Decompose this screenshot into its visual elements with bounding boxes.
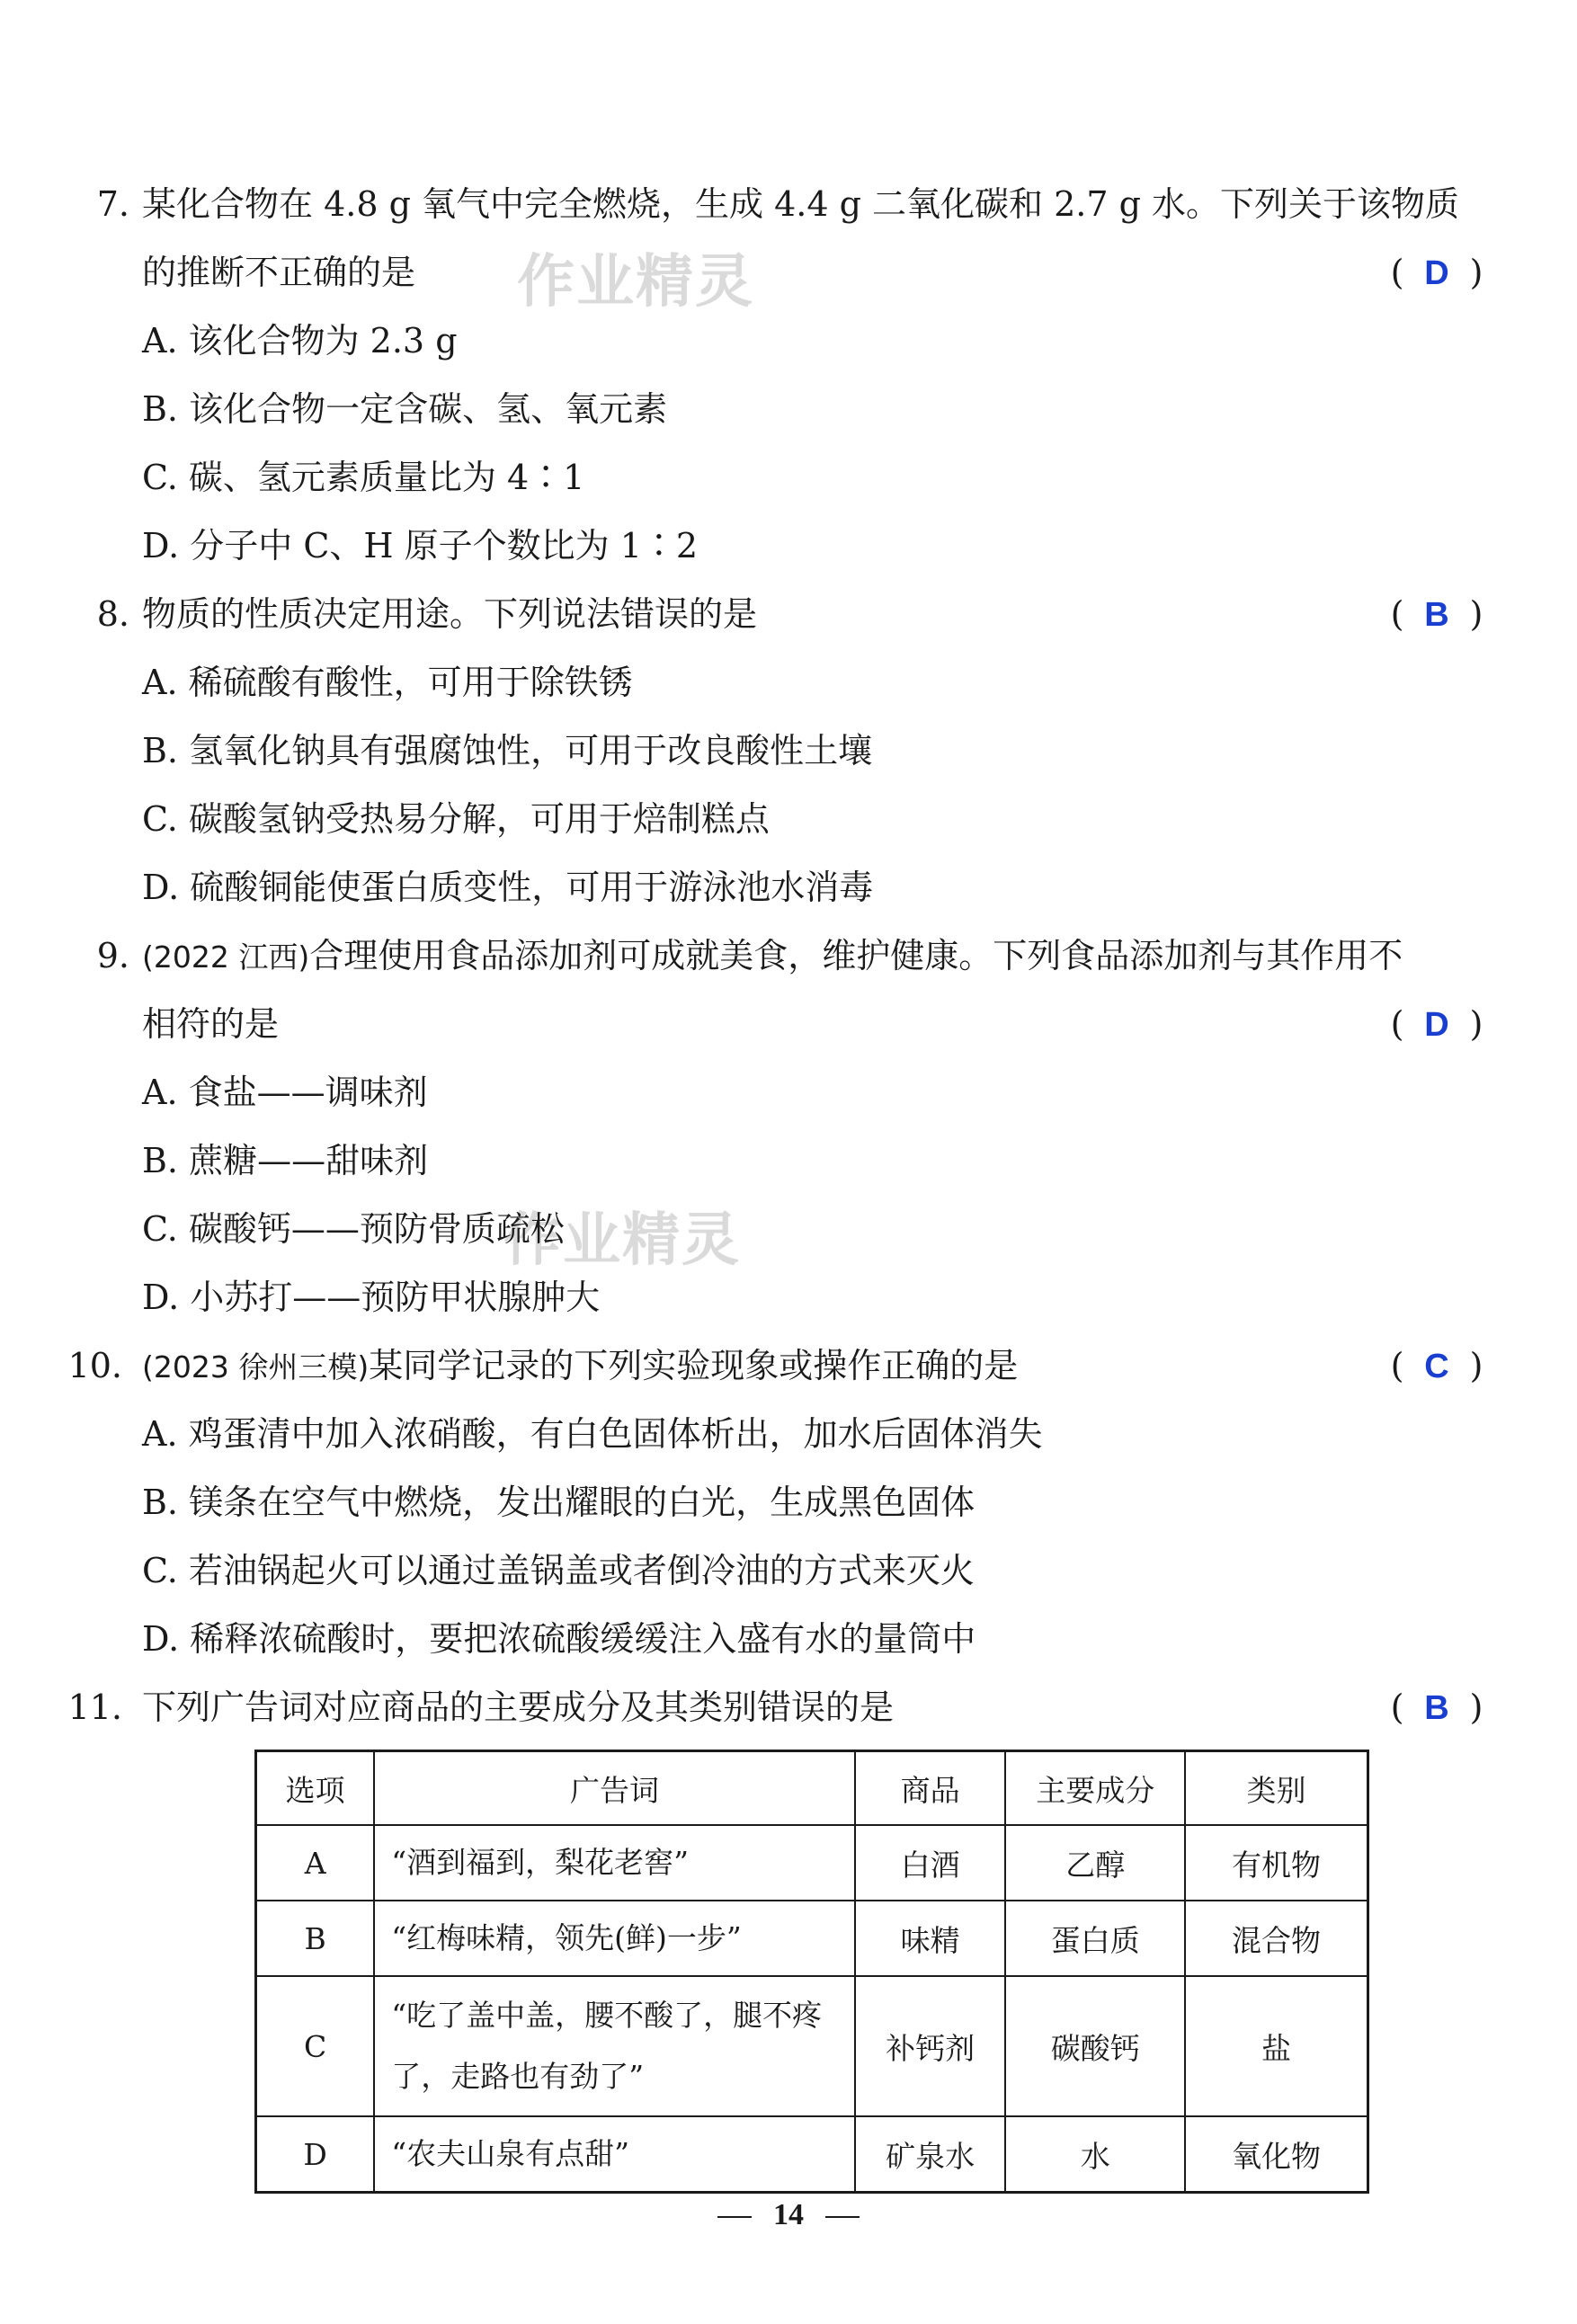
cell-component: 水 [1005,2116,1185,2193]
footer-dash [825,2216,860,2218]
answer-bracket: ( B ) [1386,1686,1487,1730]
cell-product: 白酒 [855,1825,1006,1901]
table-row [256,1825,1368,1901]
cell-option: D [256,2116,375,2193]
table-row [256,1901,1368,1976]
cell-slogan [374,1976,855,2116]
answer-bracket: ( B ) [1386,592,1487,637]
cell-category: 混合物 [1185,1901,1368,1976]
option-d: D. 稀释浓硫酸时，要把浓硫酸缓缓注入盛有水的量筒中 [142,1619,976,1659]
header-option: 选项 [256,1751,375,1826]
cell-option: B [256,1901,375,1976]
question-number: 7. [96,184,129,224]
question-7 [0,183,1577,290]
option-c: C. 碳、氢元素质量比为 4∶1 [142,458,585,497]
question-9 [0,934,1577,1042]
cell-component: 碳酸钙 [1005,1976,1185,2116]
answer: D [1424,1006,1449,1044]
table-row [256,2116,1368,2193]
watermark: 作业精灵 [503,1207,741,1274]
question-source: (2023 徐州三模) [142,1349,370,1385]
question-text: 某化合物在 4.8 g 氧气中完全燃烧，生成 4.4 g 二氧化碳和 2.7 g 水。下列关于该物质 [142,184,1459,224]
option-b: B. 氢氧化钠具有强腐蚀性，可用于改良酸性土壤 [142,731,873,770]
cell-component: 乙醇 [1005,1825,1185,1901]
question-text-continued: 相符的是 [142,1004,280,1044]
option-b: B. 蔗糖——甜味剂 [142,1141,429,1180]
table-row [256,1976,1368,2116]
cell-slogan-line: 了，走路也有劲了” [391,2059,645,2094]
watermark: 作业精灵 [517,249,754,316]
answer: D [1424,254,1449,292]
question-source: (2022 江西) [142,939,310,975]
answer: B [1424,1689,1449,1727]
cell-slogan-line: “吃了盖中盖，腰不酸了，腿不疼 [391,1998,823,2033]
header-product: 商品 [855,1751,1006,1826]
question-text: 某同学记录的下列实验现象或操作正确的是 [369,1346,1019,1385]
option-c: C. 若油锅起火可以通过盖锅盖或者倒冷油的方式来灭火 [142,1551,975,1590]
option-a: A. 稀硫酸有酸性，可用于除铁锈 [142,663,633,702]
question-text: 下列广告词对应商品的主要成分及其类别错误的是 [142,1687,895,1727]
cell-category: 有机物 [1185,1825,1368,1901]
question-number: 8. [96,594,129,634]
option-a: A. 鸡蛋清中加入浓硝酸，有白色固体析出，加水后固体消失 [142,1414,1043,1454]
answer: C [1424,1348,1449,1385]
option-c: C. 碳酸钙——预防骨质疏松 [142,1209,565,1249]
question-text-continued: 的推断不正确的是 [142,253,416,292]
cell-option: A [256,1825,375,1901]
option-b: B. 该化合物一定含碳、氢、氧元素 [142,389,668,429]
advertising-table [254,1750,1369,2194]
question-text: 物质的性质决定用途。下列说法错误的是 [142,594,758,634]
cell-product: 矿泉水 [855,2116,1006,2193]
option-c: C. 碳酸氢钠受热易分解，可用于焙制糕点 [142,799,770,839]
header-slogan: 广告词 [374,1751,855,1826]
question-number: 10. [67,1346,122,1385]
option-a: A. 该化合物为 2.3 g [142,321,458,361]
option-b: B. 镁条在空气中燃烧，发出耀眼的白光，生成黑色固体 [142,1483,976,1522]
option-d: D. 小苏打——预防甲状腺肿大 [142,1278,601,1317]
cell-option: C [256,1976,375,2116]
cell-slogan: “红梅味精，领先(鲜)一步” [374,1901,855,1976]
cell-product: 味精 [855,1901,1006,1976]
question-number: 11. [67,1687,122,1727]
question-text: 合理使用食品添加剂可成就美食，维护健康。下列食品添加剂与其作用不 [309,936,1403,975]
answer-bracket: ( D ) [1386,1002,1487,1046]
cell-category: 盐 [1185,1976,1368,2116]
answer-bracket: ( D ) [1386,251,1487,295]
table-header-row [256,1751,1368,1826]
answer: B [1424,596,1449,634]
page-footer [0,2198,1577,2232]
cell-component: 蛋白质 [1005,1901,1185,1976]
header-category: 类别 [1185,1751,1368,1826]
header-component: 主要成分 [1005,1751,1185,1826]
question-number: 9. [96,936,129,975]
footer-dash [717,2216,752,2218]
cell-category: 氧化物 [1185,2116,1368,2193]
option-d: D. 分子中 C、H 原子个数比为 1∶2 [142,526,699,565]
page-number: 14 [773,2198,804,2231]
option-d: D. 硫酸铜能使蛋白质变性，可用于游泳池水消毒 [142,868,874,907]
cell-product: 补钙剂 [855,1976,1006,2116]
answer-bracket: ( C ) [1386,1344,1487,1388]
option-a: A. 食盐——调味剂 [142,1073,428,1112]
cell-slogan: “酒到福到，梨花老窖” [374,1825,855,1901]
cell-slogan: “农夫山泉有点甜” [374,2116,855,2193]
